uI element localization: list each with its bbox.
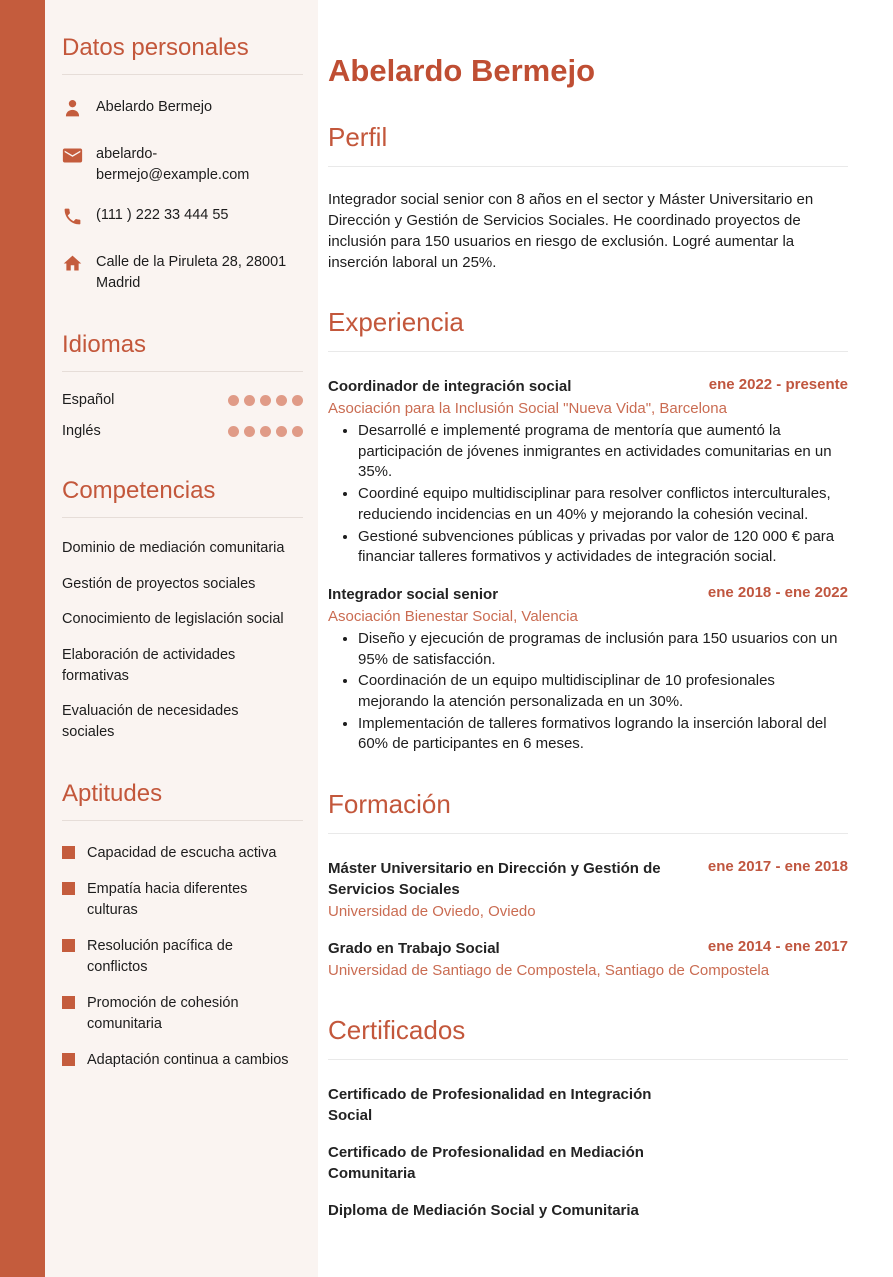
degree-name: Grado en Trabajo Social <box>328 940 500 958</box>
aptitude-row <box>62 993 303 1035</box>
education-entry-header <box>328 938 848 959</box>
contact-row-address <box>62 252 303 293</box>
experience-section <box>328 307 848 755</box>
experience-entry <box>328 584 848 755</box>
job-bullet: • Coordiné equipo multidisciplinar para resolver conflictos interculturales, reduciendo incidencias en un 40% y mejorando la cohesión vecinal. <box>358 484 848 525</box>
level-dot <box>244 426 255 437</box>
accent-bar <box>0 0 45 1277</box>
job-organization: Asociación para la Inclusión Social "Nueva Vida", Barcelona <box>328 400 727 418</box>
level-dot <box>260 395 271 406</box>
languages-section <box>62 331 303 439</box>
square-bullet-icon <box>62 996 75 1009</box>
job-dates: ene 2022 - presente <box>708 376 848 394</box>
square-bullet-icon <box>62 939 75 952</box>
phone-icon <box>62 205 96 232</box>
aptitude-text: Resolución pacífica de conflictos <box>87 938 233 976</box>
aptitudes-title: Aptitudes <box>62 780 303 821</box>
experience-entry-header <box>328 584 848 605</box>
level-dot <box>292 426 303 437</box>
certificate-item: Certificado de Profesionalidad en Integración Social <box>328 1086 652 1125</box>
skills-title: Competencias <box>62 477 303 518</box>
contact-address-text: Calle de la Piruleta 28, 28001 Madrid <box>96 254 287 291</box>
contact-row-name <box>62 97 303 124</box>
degree-dates: ene 2014 - ene 2017 <box>707 938 848 956</box>
skill-item: Elaboración de actividades formativas <box>62 647 236 684</box>
contact-row-phone <box>62 205 303 232</box>
education-entry <box>328 858 848 922</box>
square-bullet-icon <box>62 882 75 895</box>
certificate-item: Diploma de Mediación Social y Comunitaria <box>328 1202 639 1220</box>
job-organization: Asociación Bienestar Social, Valencia <box>328 607 578 625</box>
languages-title: Idiomas <box>62 331 303 372</box>
skill-item: Dominio de mediación comunitaria <box>62 540 285 557</box>
certificate-list <box>328 1084 848 1221</box>
level-dot <box>276 426 287 437</box>
profile-title: Perfil <box>328 122 848 167</box>
language-row <box>62 423 303 439</box>
level-dot <box>260 426 271 437</box>
profile-text: Integrador social senior con 8 años en el sector y Máster Universitario en Dirección y Gestión de Servicios Sociales. He coordinado proyectos de inclusión para 150 usuarios en riesgo de exclusión. Logré aumentar la inserción laboral un 25%. <box>328 191 814 272</box>
job-bullet: • Implementación de talleres formativos logrando la inserción laboral del 60% de participantes en 6 meses. <box>358 714 848 755</box>
certificates-title: Certificados <box>328 1015 848 1060</box>
aptitude-row <box>62 1050 303 1071</box>
skill-item: Evaluación de necesidades sociales <box>62 703 239 740</box>
degree-dates: ene 2017 - ene 2018 <box>707 858 848 876</box>
school-name: Universidad de Oviedo, Oviedo <box>328 903 536 921</box>
contact-list <box>62 97 303 293</box>
certificate-item: Certificado de Profesionalidad en Mediación Comunitaria <box>328 1144 644 1183</box>
skill-list <box>62 538 303 742</box>
job-dates: ene 2018 - ene 2022 <box>707 583 848 601</box>
education-entry <box>328 938 848 981</box>
language-list <box>62 392 303 439</box>
level-dot <box>228 426 239 437</box>
language-level-dots <box>223 426 303 437</box>
envelope-icon <box>62 144 96 171</box>
square-bullet-icon <box>62 846 75 859</box>
job-role: Coordinador de integración social <box>328 378 572 396</box>
square-bullet-icon <box>62 1053 75 1066</box>
experience-title: Experiencia <box>328 307 848 352</box>
aptitude-text: Capacidad de escucha activa <box>87 845 277 862</box>
job-role: Integrador social senior <box>328 585 499 603</box>
level-dot <box>292 395 303 406</box>
degree-name: Máster Universitario en Dirección y Gestión de Servicios Sociales <box>328 860 661 899</box>
page-title: Abelardo Bermejo <box>328 53 596 88</box>
job-bullet: • Gestioné subvenciones públicas y privadas por valor de 120 000 € para financiar talleres formativos y actividades de integración social. <box>358 527 848 568</box>
skill-item: Conocimiento de legislación social <box>62 611 284 628</box>
home-icon <box>62 252 96 279</box>
aptitude-list <box>62 843 303 1071</box>
job-bullet: • Desarrollé e implementé programa de mentoría que aumentó la participación de jóvenes inmigrantes en actividades comunitarias en un 35%. <box>358 421 848 483</box>
language-name: Inglés <box>62 423 101 440</box>
contact-email-text: abelardo-bermejo@example.com <box>96 146 250 183</box>
contact-phone-text: (111 ) 222 33 444 55 <box>96 207 229 224</box>
education-entry-header <box>328 858 848 900</box>
aptitudes-section <box>62 780 303 1071</box>
skill-item: Gestión de proyectos sociales <box>62 575 256 592</box>
job-bullet: • Coordinación de un equipo multidisciplinar de 10 profesionales mejorando la atención personalizada en un 30%. <box>358 671 848 712</box>
school-name: Universidad de Santiago de Compostela, Santiago de Compostela <box>328 962 770 980</box>
main-content <box>318 0 893 1277</box>
personal-data-section <box>62 34 303 293</box>
aptitude-text: Promoción de cohesión comunitaria <box>87 995 239 1033</box>
contact-row-email <box>62 144 303 185</box>
job-bullet-list <box>328 421 848 568</box>
job-bullet-list <box>328 629 848 755</box>
skills-section <box>62 477 303 742</box>
aptitude-row <box>62 843 303 864</box>
personal-data-title: Datos personales <box>62 34 303 75</box>
experience-entry-header <box>328 376 848 397</box>
language-level-dots <box>223 395 303 406</box>
level-dot <box>276 395 287 406</box>
aptitude-row <box>62 936 303 978</box>
certificates-section <box>328 1015 848 1221</box>
aptitude-text: Empatía hacia diferentes culturas <box>87 881 248 919</box>
aptitude-row <box>62 879 303 921</box>
level-dot <box>228 395 239 406</box>
sidebar <box>45 0 318 1277</box>
level-dot <box>244 395 255 406</box>
aptitude-text: Adaptación continua a cambios <box>87 1052 289 1069</box>
person-icon <box>62 97 96 124</box>
contact-name-text: Abelardo Bermejo <box>96 99 213 115</box>
profile-section <box>328 122 848 273</box>
language-row <box>62 392 303 408</box>
job-bullet: • Diseño y ejecución de programas de inclusión para 150 usuarios con un 95% de satisfacción. <box>358 629 848 670</box>
education-section <box>328 789 848 981</box>
experience-entry <box>328 376 848 568</box>
language-name: Español <box>62 392 115 409</box>
education-title: Formación <box>328 789 848 834</box>
